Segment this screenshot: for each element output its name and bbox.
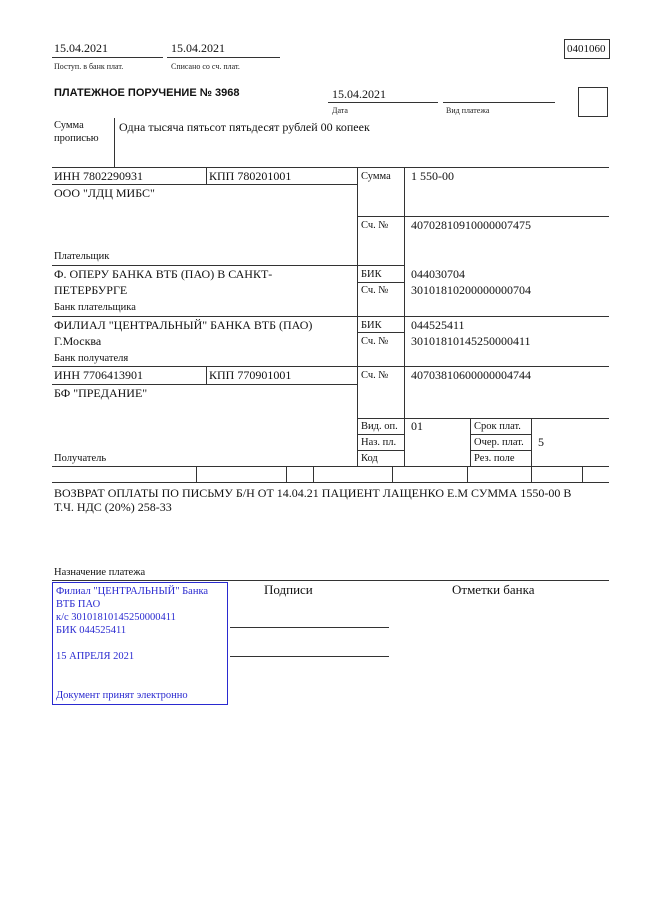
signature-line xyxy=(230,656,389,657)
stamp-line: ВТБ ПАО xyxy=(56,599,101,610)
recipient-account-label: Сч. № xyxy=(361,370,389,381)
ocher-label: Очер. плат. xyxy=(474,437,524,448)
recipient-account: 40703810600000004744 xyxy=(411,368,531,382)
recipient-bank-account-label: Сч. № xyxy=(361,336,389,347)
payment-type-label: Вид платежа xyxy=(446,106,490,115)
divider xyxy=(392,466,393,482)
payer-bank-name: Ф. ОПЕРУ БАНКА ВТБ (ПАО) В САНКТ- xyxy=(54,267,273,281)
vid-op-value: 01 xyxy=(411,419,423,433)
divider xyxy=(357,434,404,435)
recipient-bik: 044525411 xyxy=(411,318,465,332)
document-date: 15.04.2021 xyxy=(332,87,386,101)
divider xyxy=(357,216,609,217)
purpose-text: ВОЗВРАТ ОПЛАТЫ ПО ПИСЬМУ Б/Н ОТ 14.04.21 ПАЦИЕНТ ЛАЩЕНКО Е.М СУММА 1550-00 В xyxy=(54,486,572,500)
bank-marks-label: Отметки банка xyxy=(452,582,535,597)
payer-account: 40702810910000007475 xyxy=(411,218,531,232)
signatures-label: Подписи xyxy=(264,582,313,597)
divider xyxy=(206,167,207,184)
divider xyxy=(357,450,404,451)
recipient-inn: ИНН 7706413901 xyxy=(54,368,143,382)
payer-bank-account: 30101810200000000704 xyxy=(411,283,531,297)
received-date: 15.04.2021 xyxy=(54,41,108,55)
amount-value: 1 550-00 xyxy=(411,169,454,183)
form-code: 0401060 xyxy=(567,43,606,55)
kod-label: Код xyxy=(361,453,378,464)
naz-pl-label: Наз. пл. xyxy=(361,437,397,448)
divider xyxy=(443,102,555,103)
divider xyxy=(582,466,583,482)
divider xyxy=(470,418,471,466)
amount-words-label: Сумма xyxy=(54,120,84,131)
divider xyxy=(470,450,531,451)
divider xyxy=(286,466,287,482)
divider xyxy=(52,466,609,467)
divider xyxy=(357,282,404,283)
payer-bik: 044030704 xyxy=(411,267,465,281)
divider xyxy=(52,384,357,385)
vid-op-label: Вид. оп. xyxy=(361,421,398,432)
divider xyxy=(196,466,197,482)
received-label: Поступ. в банк плат. xyxy=(54,62,124,71)
recipient-label: Получатель xyxy=(54,453,107,464)
divider xyxy=(167,57,280,58)
page-title: ПЛАТЕЖНОЕ ПОРУЧЕНИЕ № 3968 xyxy=(54,87,240,99)
stamp-date: 15 АПРЕЛЯ 2021 xyxy=(56,651,135,662)
recipient-kpp: КПП 770901001 xyxy=(209,368,292,382)
date-label: Дата xyxy=(332,106,348,115)
recipient-name: БФ "ПРЕДАНИЕ" xyxy=(54,386,148,400)
recipient-bank-name: ФИЛИАЛ "ЦЕНТРАЛЬНЫЙ" БАНКА ВТБ (ПАО) xyxy=(54,318,313,332)
payment-type-box xyxy=(578,87,608,117)
divider xyxy=(357,418,609,419)
stamp-note: Документ принят электронно xyxy=(56,690,188,701)
debited-label: Списано со сч. плат. xyxy=(171,62,240,71)
amount-label: Сумма xyxy=(361,171,391,182)
divider xyxy=(357,332,404,333)
stamp-line: к/с 30101810145250000411 xyxy=(56,612,176,623)
payer-label: Плательщик xyxy=(54,251,110,262)
amount-words-label: прописью xyxy=(54,133,99,144)
srok-label: Срок плат. xyxy=(474,421,521,432)
rez-label: Рез. поле xyxy=(474,453,515,464)
stamp-line: БИК 044525411 xyxy=(56,625,127,636)
divider xyxy=(328,102,438,103)
recipient-bank-city: Г.Москва xyxy=(54,334,102,348)
divider xyxy=(467,466,468,482)
divider xyxy=(52,184,357,185)
ocher-value: 5 xyxy=(538,435,544,449)
bank-stamp xyxy=(52,582,228,705)
recipient-bank-label: Банк получателя xyxy=(54,353,129,364)
divider xyxy=(313,466,314,482)
payer-bik-label: БИК xyxy=(361,269,382,280)
form-code-box xyxy=(564,39,610,59)
divider xyxy=(52,482,609,483)
divider xyxy=(470,434,531,435)
divider xyxy=(531,418,532,466)
divider xyxy=(114,118,115,167)
divider xyxy=(52,265,404,266)
payer-bank-account-label: Сч. № xyxy=(361,285,389,296)
recipient-bank-account: 30101810145250000411 xyxy=(411,334,531,348)
purpose-label: Назначение платежа xyxy=(54,567,146,578)
debited-date: 15.04.2021 xyxy=(171,41,225,55)
stamp-line: Филиал "ЦЕНТРАЛЬНЫЙ" Банка xyxy=(56,586,209,597)
purpose-text: Т.Ч. НДС (20%) 258-33 xyxy=(54,500,172,514)
payer-inn: ИНН 7802290931 xyxy=(54,169,143,183)
divider xyxy=(531,466,532,482)
divider xyxy=(52,580,609,581)
divider xyxy=(52,167,609,168)
divider xyxy=(206,366,207,384)
signature-line xyxy=(230,627,389,628)
payer-kpp: КПП 780201001 xyxy=(209,169,292,183)
divider xyxy=(52,57,163,58)
amount-words: Одна тысяча пятьсот пятьдесят рублей 00 копеек xyxy=(119,120,370,134)
recipient-bik-label: БИК xyxy=(361,320,382,331)
divider xyxy=(52,366,609,367)
payer-bank-label: Банк плательщика xyxy=(54,302,136,313)
payer-account-label: Сч. № xyxy=(361,220,389,231)
payer-name: ООО "ЛДЦ МИБС" xyxy=(54,186,155,200)
payer-bank-name: ПЕТЕРБУРГЕ xyxy=(54,283,128,297)
divider xyxy=(52,316,609,317)
